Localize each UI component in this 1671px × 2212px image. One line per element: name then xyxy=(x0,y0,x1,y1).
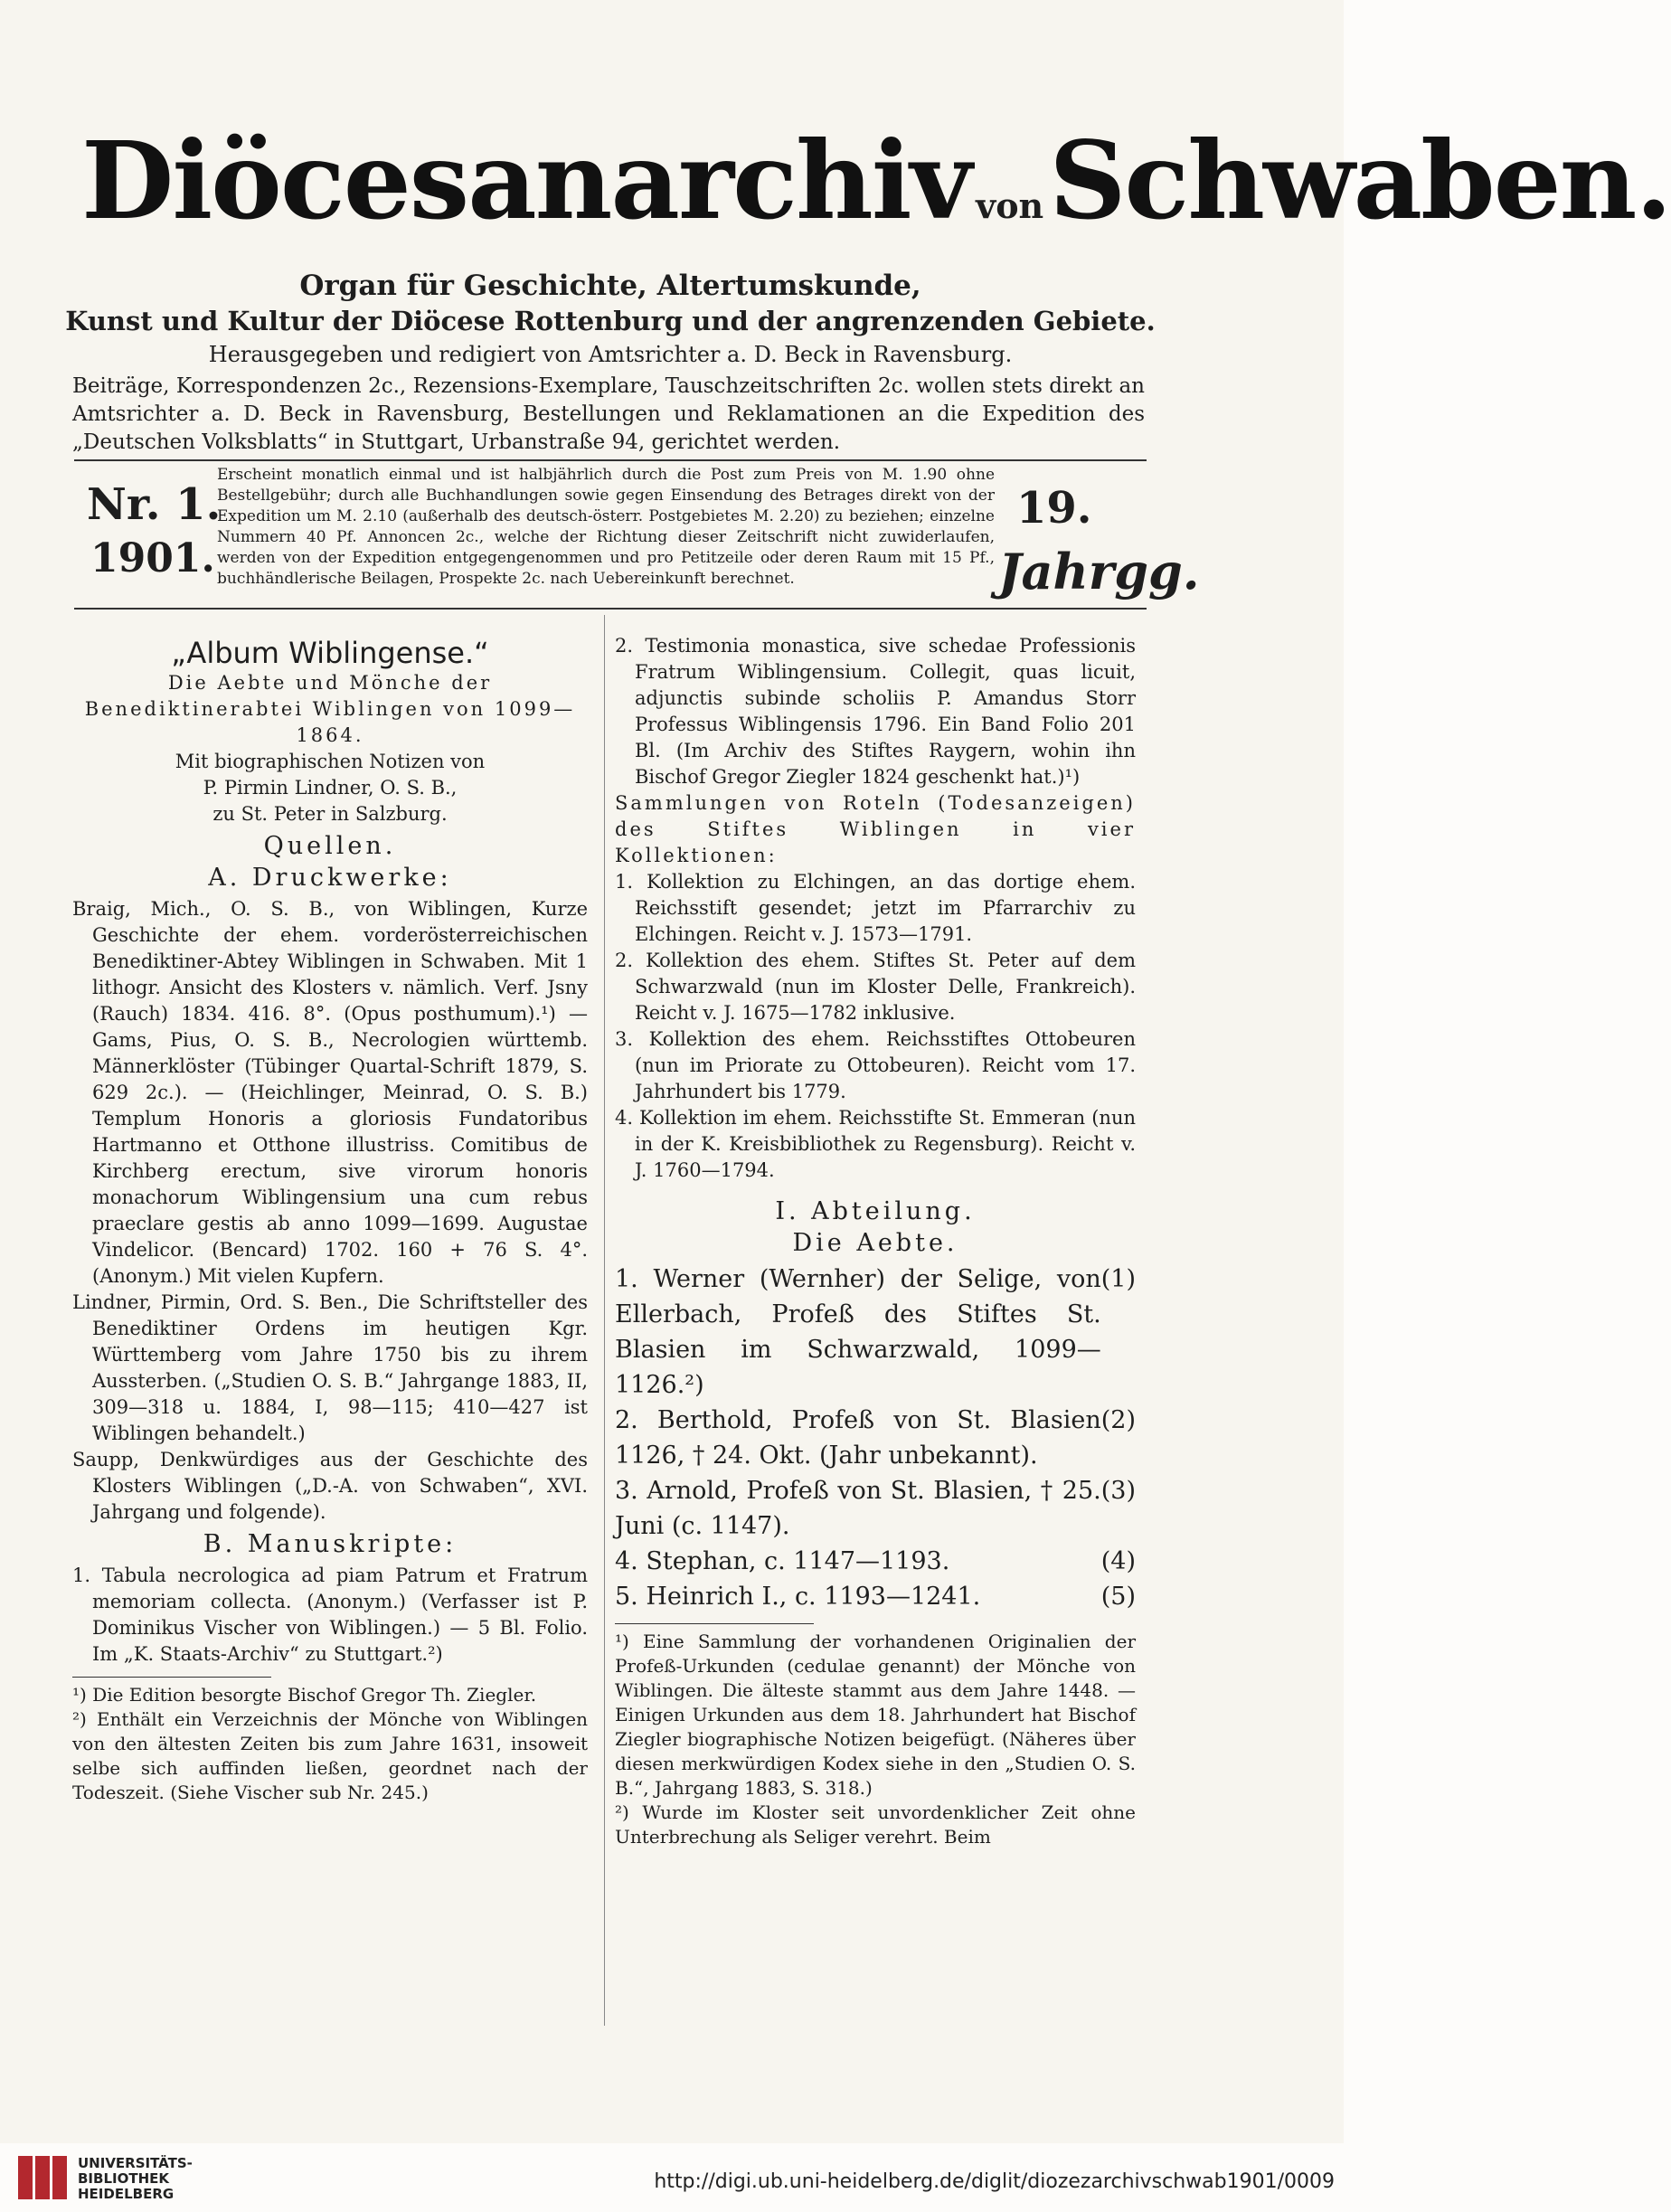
bibliography-entry: Braig, Mich., O. S. B., von Wiblingen, Kurze Geschichte der ehem. vorderösterreichischen Benediktiner-Abtey Wiblingen in Schwaben. Mit 1 lithogr. Ansicht des Klosters v. nämlich. Verf. Jsny (Rauch) 1834. 416. 8°. (Opus posthumum).¹) — Gams, Pius, O. S. B., Necrologien württemb. Männerklöster (Tübinger Quartal-Schrift 1879, S. 629 2c.). — (Heichlinger, Meinrad, O. S. B.) Templum Honoris a gloriosis Fundatoribus Hartmanno et Otthone illustriss. Comitibus de Kirchberg erectum, sive virorum honoris monachorum Wiblingensium una cum rebus praeclare gestis ab anno 1099—1699. Augustae Vindelicor. (Bencard) 1702. 160 + 76 S. 4°. (Anonym.) Mit vielen Kupfern. xyxy=(72,898,588,1287)
abbot-entry xyxy=(615,1544,1136,1579)
masthead-von: von xyxy=(976,185,1044,226)
issue-number: Nr. 1. xyxy=(87,479,222,530)
manuscript-entry: 2. Testimonia monastica, sive schedae Professionis Fratrum Wiblingensium. Collegit, quas licuit, adjunctis subinde scholiis P. Amandus Storr Professus Wiblingensis 1796. Ein Band Folio 201 Bl. (Im Archiv des Stiftes Raygern, wohin ihn Bischof Gregor Ziegler 1824 geschenkt hat.)¹) xyxy=(615,635,1136,788)
abbot-number: (2) xyxy=(1100,1406,1136,1434)
abbot-text: 4. Stephan, c. 1147—1193. xyxy=(615,1547,950,1575)
footnote: ²) Wurde im Kloster seit unvordenklicher Zeit ohne Unterbrechung als Seliger verehrt. Beim xyxy=(615,1801,1136,1848)
library-name xyxy=(78,2156,193,2202)
column-divider xyxy=(604,615,605,2026)
footnote-rule xyxy=(72,1677,271,1678)
intro-notice: Beiträge, Korrespondenzen 2c., Rezensions-Exemplare, Tauschzeitschriften 2c. wollen stets direkt an Amtsrichter a. D. Beck in Ravensburg, Bestellungen und Reklamationen an die Expedition des „Deutschen Volksblatts“ in Stuttgart, Urbanstraße 94, gerichtet werden. xyxy=(72,374,1145,454)
subtitle-line-1: Organ für Geschichte, Altertumskunde, xyxy=(299,269,921,302)
section-quellen: Quellen. xyxy=(263,832,397,860)
collection-entry: 1. Kollektion zu Elchingen, an das dortige ehem. Reichsstift gesendet; jetzt im Pfarrarchiv zu Elchingen. Reicht v. J. 1573—1791. xyxy=(615,871,1136,945)
jahrgang-label: Jahrgg. xyxy=(998,543,1200,600)
abbot-text: 2. Berthold, Profeß von St. Blasien 1126, † 24. Okt. (Jahr unbekannt). xyxy=(615,1406,1101,1470)
collection-entry: 4. Kollektion im ehem. Reichsstifte St. Emmeran (nun in der K. Kreisbibliothek zu Regensburg). Reicht v. J. 1760—1794. xyxy=(615,1107,1136,1181)
manuscript-entry: 1. Tabula necrologica ad piam Patrum et Fratrum memoriam collecta. (Anonym.) (Verfasser ist P. Dominikus Vischer von Wiblingen.) — 5 Bl. Folio. Im „K. Staats-Archiv“ zu Stuttgart.²) xyxy=(72,1564,588,1665)
collection-entry: 3. Kollektion des ehem. Reichsstiftes Ottobeuren (nun im Priorate zu Ottobeuren). Reicht vom 17. Jahrhundert bis 1779. xyxy=(615,1028,1136,1102)
abbot-text: 1. Werner (Wernher) der Selige, von Ellerbach, Profeß des Stiftes St. Blasien im Schwarzwald, 1099—1126.²) xyxy=(615,1265,1101,1399)
left-column xyxy=(72,633,588,1805)
editor-line: Herausgegeben und redigiert von Amtsrichter a. D. Beck in Ravensburg. xyxy=(208,342,1013,367)
library-name-line-1: UNIVERSITÄTS- xyxy=(78,2155,193,2171)
masthead-title-right: Schwaben. xyxy=(1049,118,1671,243)
abbot-number: (3) xyxy=(1100,1477,1136,1505)
abbot-number: (1) xyxy=(1100,1265,1136,1293)
abbot-entry xyxy=(615,1473,1136,1544)
article-author: P. Pirmin Lindner, O. S. B., xyxy=(203,777,458,799)
article-author-place: zu St. Peter in Salzburg. xyxy=(212,803,448,825)
abbot-number: (5) xyxy=(1100,1583,1136,1611)
article-byline-intro: Mit biographischen Notizen von xyxy=(175,751,486,772)
right-column xyxy=(615,633,1136,1849)
issue-year: 1901. xyxy=(90,535,215,581)
section-abteilung: I. Abteilung. xyxy=(775,1197,976,1225)
subtitle-line-2: Kunst und Kultur der Diöcese Rottenburg und der angrenzenden Gebiete. xyxy=(65,306,1156,336)
footnote: ¹) Die Edition besorgte Bischof Gregor Th. Ziegler. xyxy=(72,1684,537,1706)
subscription-info: Erscheint monatlich einmal und ist halbjährlich durch die Post zum Preis von M. 1.90 ohne Bestellgebühr; durch alle Buchhandlungen sowie gegen Einsendung des Betrages direkt von der Expedition um M. 2.10 (außerhalb des deutsch-österr. Postgebietes M. 2.20) zu beziehen; einzelne Nummern 40 Pf. Annoncen 2c., welche der Richtung dieser Zeitschrift nicht zuwiderlaufen, werden von der Expedition entgegengenommen und pro Petitzeile oder deren Raum mit 15 Pf., buchhändlerische Beilagen, Prospekte 2c. nach Uebereinkunft berechnet. xyxy=(217,466,995,588)
article-subtitle: Die Aebte und Mönche der Benediktinerabtei Wiblingen von 1099—1864. xyxy=(84,672,576,746)
bibliography-entry: Saupp, Denkwürdiges aus der Geschichte des Klosters Wiblingen („D.-A. von Schwaben“, XVI. Jahrgang und folgende). xyxy=(72,1449,588,1523)
abbot-text: 3. Arnold, Profeß von St. Blasien, † 25. Juni (c. 1147). xyxy=(615,1477,1101,1540)
section-manuskripte: B. Manuskripte: xyxy=(203,1530,458,1558)
bibliography-entry: Lindner, Pirmin, Ord. S. Ben., Die Schriftsteller des Benediktiner Ordens im heutigen Kgr. Württemberg vom Jahre 1750 bis zu ihrem Aussterben. („Studien O. S. B.“ Jahrgange 1883, II, 309—318 u. 1884, I, 98—115; 410—427 ist Wiblingen behandelt.) xyxy=(72,1291,588,1444)
top-rule xyxy=(74,459,1147,461)
footnote: ¹) Eine Sammlung der vorhandenen Originalien der Profeß-Urkunden (cedulae genannt) der Mönche von Wiblingen. Die älteste stammt aus dem Jahre 1448. — Einigen Urkunden aus dem 18. Jahrhundert hat Bischof Ziegler biographische Notizen beigefügt. (Näheres über diesen merkwürdigen Kodex siehe in den „Studien O. S. B.“, Jahrgang 1883, S. 318.) xyxy=(615,1631,1136,1799)
jahrgang-number: 19. xyxy=(1016,483,1092,534)
collection-entry: 2. Kollektion des ehem. Stiftes St. Peter auf dem Schwarzwald (nun im Kloster Delle, Frankreich). Reicht v. J. 1675—1782 inklusive. xyxy=(615,950,1136,1024)
abbot-entry xyxy=(615,1262,1136,1403)
masthead-title-left: Diöcesanarchiv xyxy=(81,118,971,243)
abbot-entry xyxy=(615,1579,1136,1614)
masthead xyxy=(81,109,1671,253)
sammlungen-heading: Sammlungen von Roteln (Todesanzeigen) des Stiftes Wiblingen in vier Kollektionen: xyxy=(615,792,1136,866)
library-name-line-3: HEIDELBERG xyxy=(78,2186,175,2202)
article-title: „Album Wiblingense.“ xyxy=(171,636,489,670)
header-bottom-rule xyxy=(74,608,1147,610)
footnote: ²) Enthält ein Verzeichnis der Mönche von Wiblingen von den ältesten Zeiten bis zum Jahre 1631, insoweit selbe sich auffinden ließen, geordnet nach der Todeszeit. (Siehe Vischer sub Nr. 245.) xyxy=(72,1708,588,1803)
abbot-number: (4) xyxy=(1100,1547,1136,1575)
footnote-rule xyxy=(615,1623,814,1624)
abbot-text: 5. Heinrich I., c. 1193—1241. xyxy=(615,1583,981,1611)
source-url-link[interactable]: http://digi.ub.uni-heidelberg.de/diglit/diozezarchivschwab1901/0009 xyxy=(654,2170,1335,2193)
section-druckwerke: A. Druckwerke: xyxy=(208,864,452,892)
university-library-logo-icon xyxy=(16,2154,69,2201)
library-name-line-2: BIBLIOTHEK xyxy=(78,2170,169,2187)
section-aebte: Die Aebte. xyxy=(792,1229,958,1257)
abbot-entry xyxy=(615,1403,1136,1473)
